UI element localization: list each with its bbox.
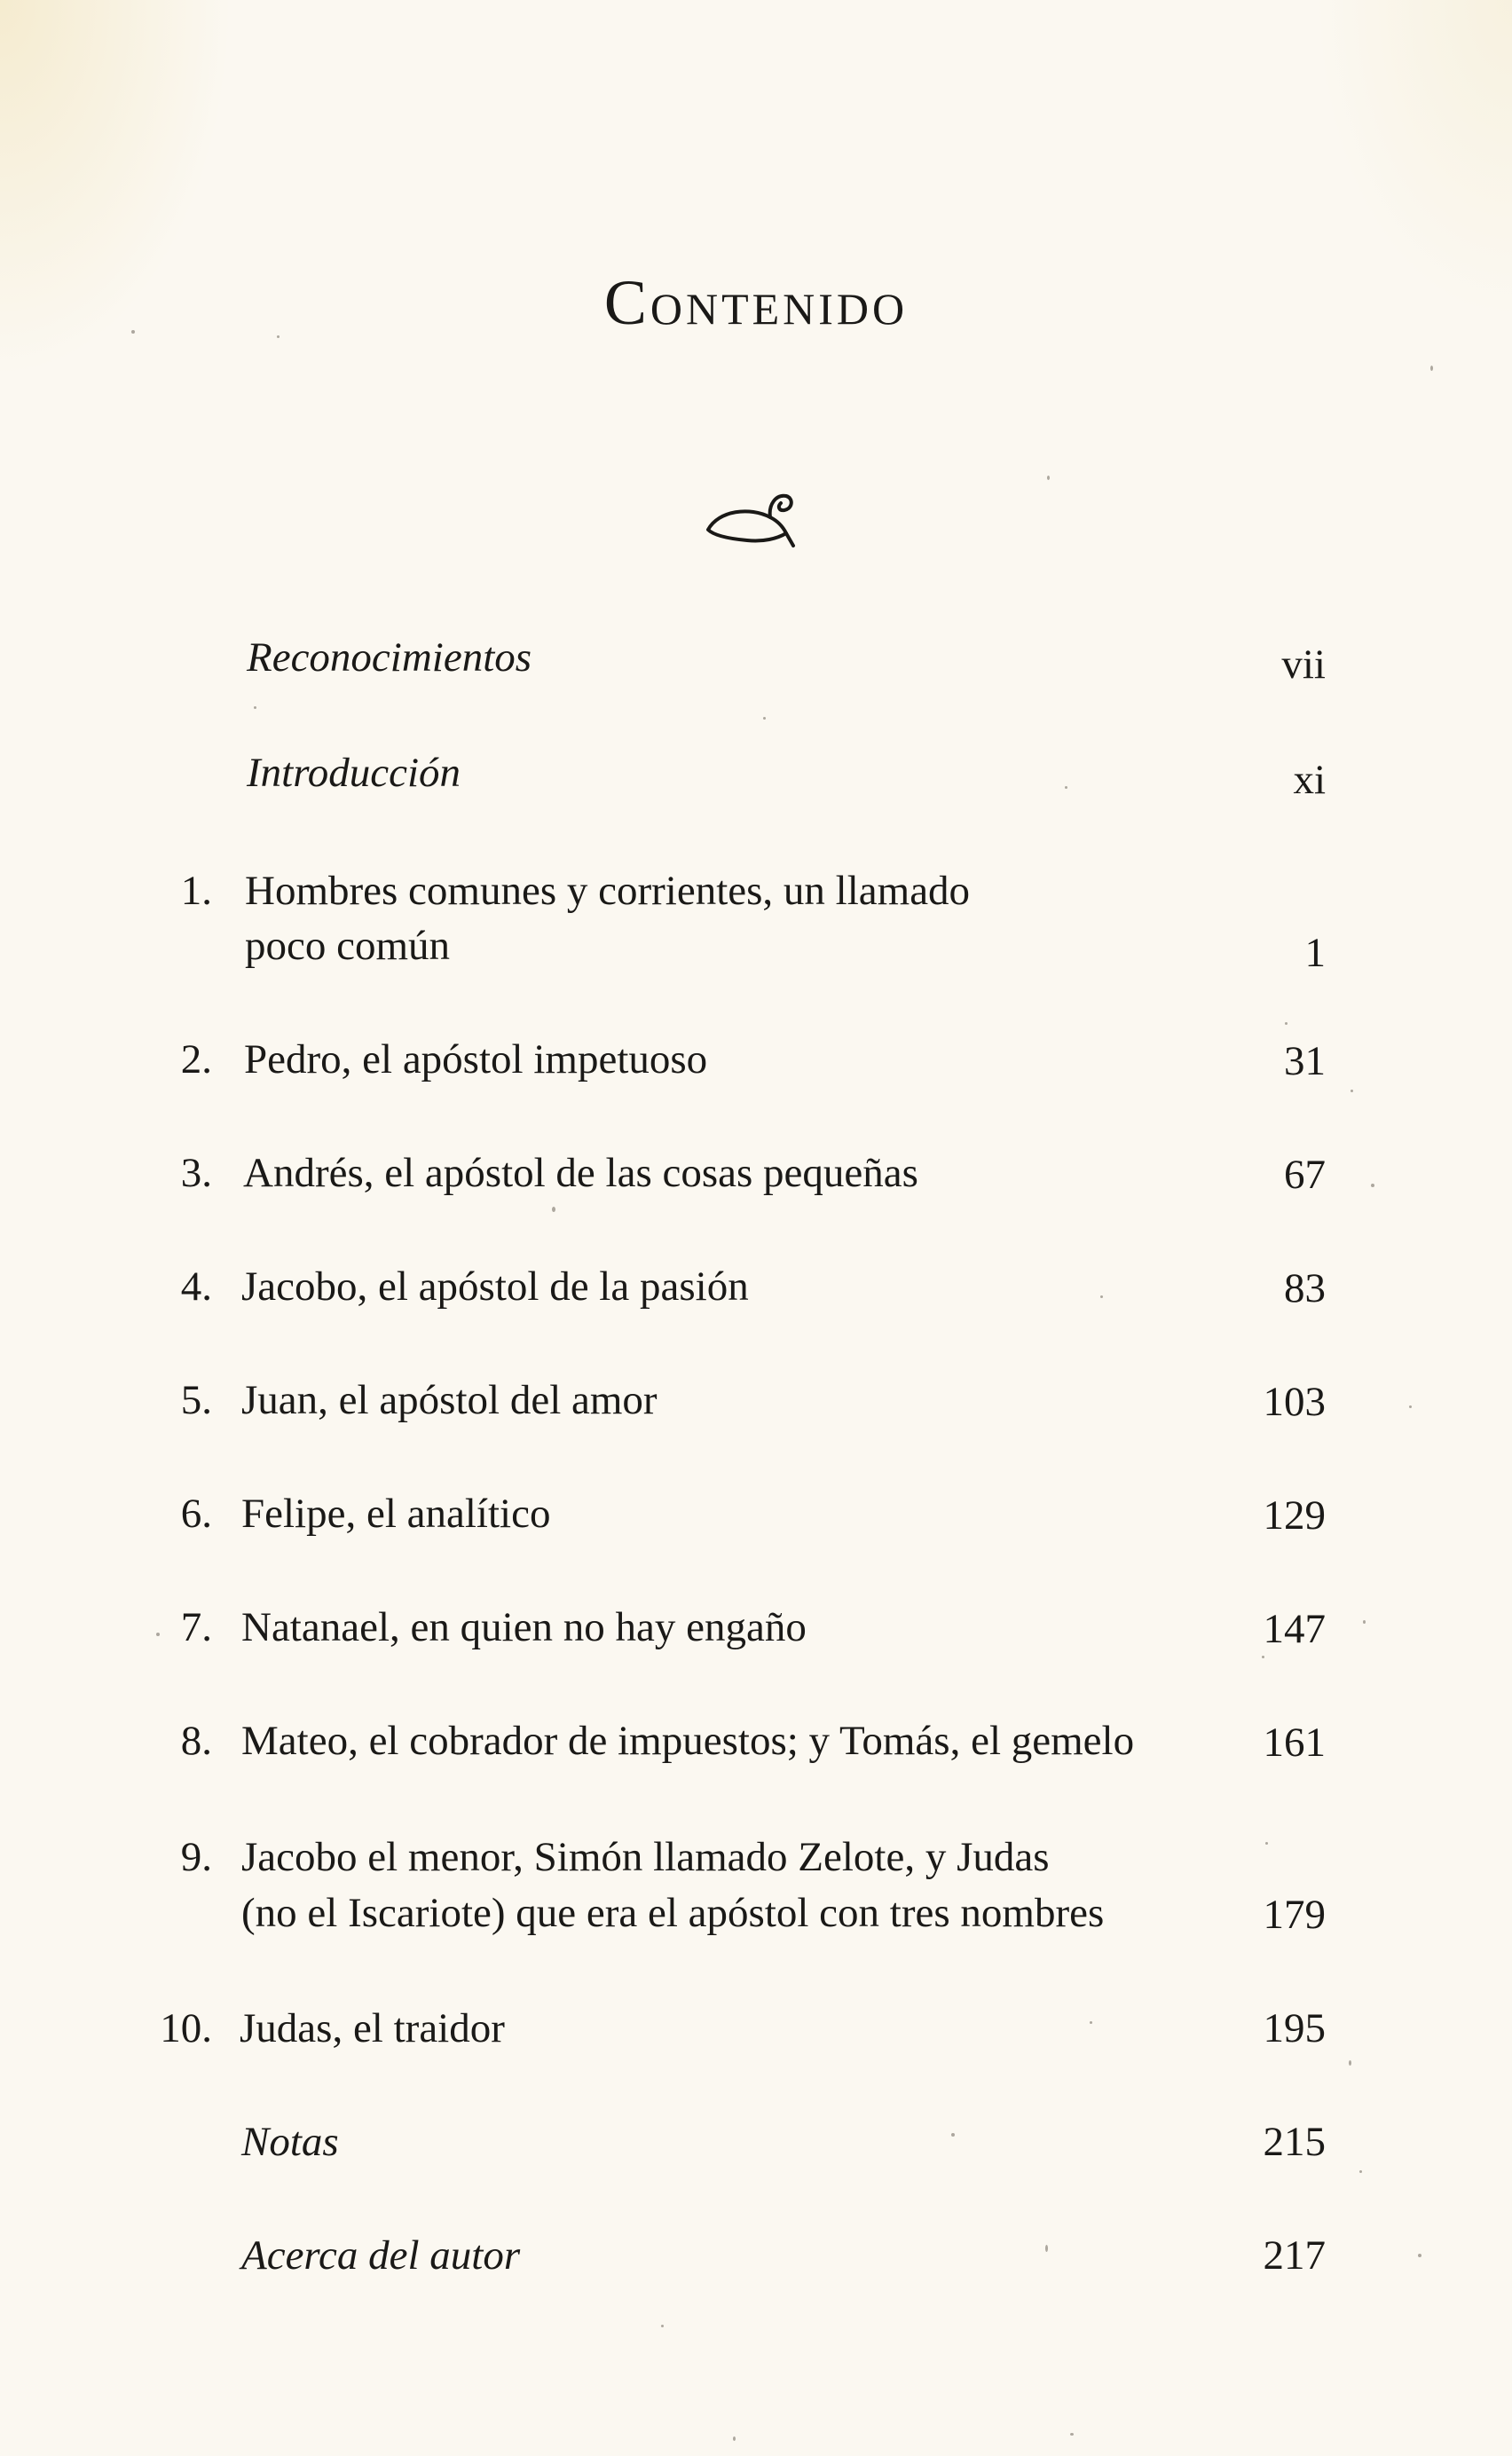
toc-entry-title-continued: poco común (245, 923, 451, 969)
toc-entry-page: 83 (1284, 1265, 1326, 1311)
paper-speck (763, 717, 766, 720)
toc-entry-page: 147 (1263, 1606, 1326, 1652)
toc-entry-page: 1 (1304, 930, 1326, 976)
toc-entry-page: 215 (1263, 2119, 1326, 2165)
paper-speck (156, 1633, 160, 1636)
toc-entry-page: 129 (1263, 1492, 1326, 1539)
toc-entry-number: 4. (180, 1263, 212, 1310)
toc-entry-title: Natanael, en quien no hay engaño (241, 1604, 807, 1650)
paper-speck (1090, 2021, 1092, 2024)
paper-speck (1070, 2433, 1074, 2436)
toc-entry-page: 161 (1263, 1720, 1326, 1766)
toc-entry-number: 2. (180, 1036, 212, 1082)
paper-speck (1349, 2060, 1351, 2066)
toc-entry-page: xi (1293, 757, 1326, 803)
toc-entry-number: 10. (160, 2005, 212, 2051)
paper-speck (733, 2436, 736, 2441)
toc-entry-number: 1. (180, 868, 212, 914)
paper-speck (1409, 1405, 1412, 1408)
paper-speck (552, 1207, 555, 1212)
toc-entry-title: Jacobo, el apóstol de la pasión (241, 1263, 749, 1310)
paper-speck (1265, 1842, 1268, 1845)
paper-speck (1045, 2245, 1048, 2252)
paper-speck (1262, 1656, 1264, 1658)
page-title: Contenido (603, 267, 909, 338)
toc-entry-title: Andrés, el apóstol de las cosas pequeñas (243, 1150, 918, 1196)
paper-speck (1065, 786, 1067, 789)
paper-speck (1430, 366, 1433, 371)
fish-ornament-icon (701, 484, 799, 555)
toc-entry-title: Reconocimientos (247, 634, 532, 681)
toc-entry-number: 5. (180, 1377, 212, 1423)
paper-speck (1363, 1620, 1366, 1624)
toc-entry-page: 217 (1263, 2232, 1326, 2279)
toc-entry-page: 31 (1284, 1038, 1326, 1084)
paper-speck (1359, 2170, 1362, 2173)
paper-speck (1371, 1184, 1374, 1187)
paper-speck (1100, 1295, 1103, 1298)
toc-entry-page: 179 (1263, 1892, 1326, 1938)
toc-entry-page: 195 (1263, 2005, 1326, 2051)
toc-entry-title: Felipe, el analítico (241, 1491, 551, 1537)
toc-entry-title: Hombres comunes y corrientes, un llamado (245, 868, 971, 914)
paper-speck (951, 2133, 955, 2137)
toc-entry-title: Introducción (247, 750, 461, 796)
toc-entry-title: Judas, el traidor (240, 2005, 505, 2051)
toc-entry-title: Acerca del autor (241, 2232, 521, 2279)
toc-entry-title-continued: (no el Iscariote) que era el apóstol con tres nombres (241, 1890, 1105, 1936)
toc-entry-title: Jacobo el menor, Simón llamado Zelote, y Judas (241, 1834, 1050, 1880)
toc-entry-page: 103 (1263, 1379, 1326, 1425)
toc-entry-title: Juan, el apóstol del amor (241, 1377, 658, 1423)
toc-entry-title: Notas (241, 2119, 339, 2165)
toc-entry-title: Pedro, el apóstol impetuoso (244, 1036, 708, 1082)
toc-entry-number: 8. (180, 1718, 212, 1764)
toc-entry-number: 7. (180, 1604, 212, 1650)
paper-speck (1351, 1090, 1353, 1092)
toc-entry-number: 6. (180, 1491, 212, 1537)
paper-speck (1418, 2254, 1421, 2257)
paper-speck (254, 706, 256, 709)
toc-entry-page: vii (1281, 642, 1326, 688)
paper-speck (1285, 1022, 1288, 1025)
toc-entry-number: 9. (180, 1834, 212, 1880)
toc-entry-number: 3. (180, 1150, 212, 1196)
paper-speck (277, 335, 280, 338)
toc-entry-title: Mateo, el cobrador de impuestos; y Tomás, el gemelo (241, 1718, 1135, 1764)
paper-speck (1047, 476, 1050, 480)
toc-entry-page: 67 (1284, 1152, 1326, 1198)
paper-speck (131, 330, 135, 334)
paper-speck (661, 2325, 664, 2327)
